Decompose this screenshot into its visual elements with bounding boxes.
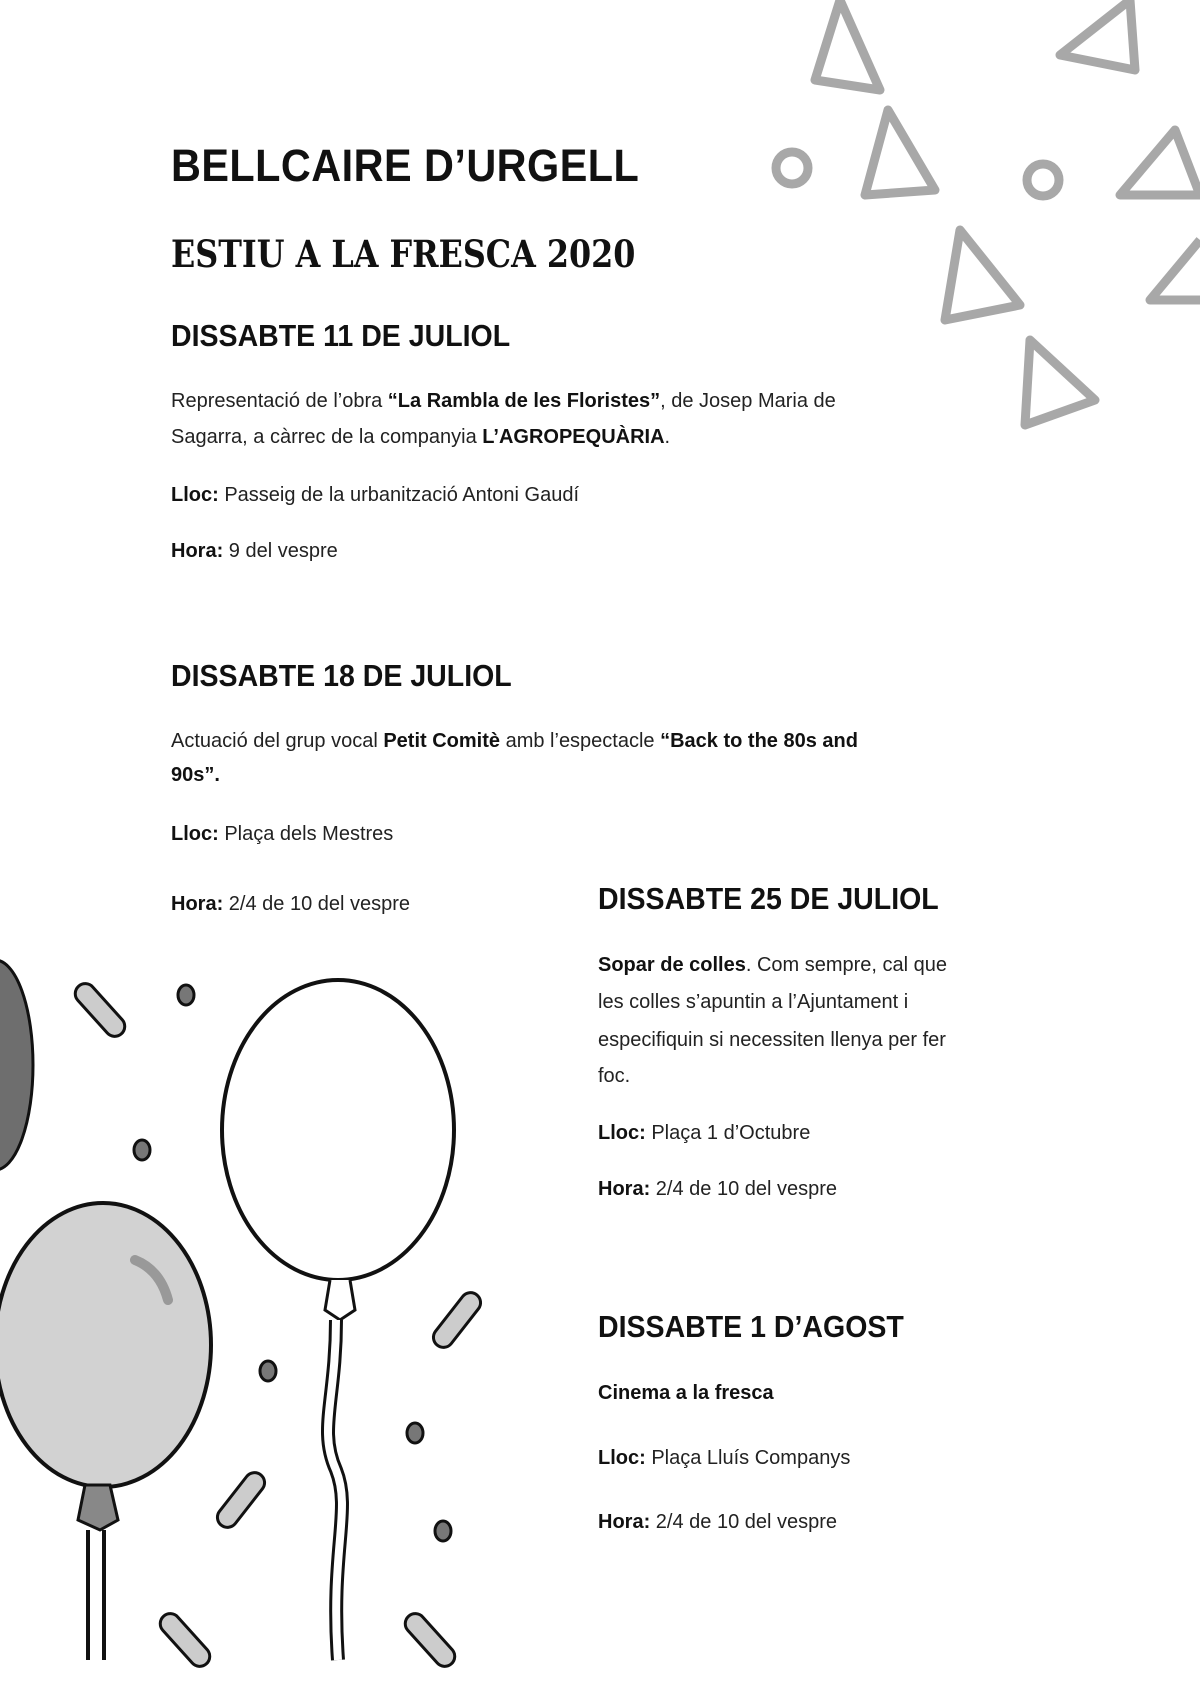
value: Plaça dels Mestres [218, 823, 394, 845]
label: Lloc: [598, 1447, 646, 1469]
bunting-icon [776, 0, 1200, 425]
text: Actuació del grup vocal [171, 730, 384, 752]
text: Representació de l’obra [171, 390, 388, 412]
label: Hora: [171, 893, 224, 915]
text: , de Josep Maria de [660, 390, 836, 412]
event-location [171, 484, 579, 507]
event-description [598, 1382, 774, 1405]
event-time [171, 540, 338, 563]
event-location [598, 1122, 810, 1145]
value: 9 del vespre [223, 540, 338, 562]
label: Lloc: [598, 1122, 646, 1144]
event-date: DISSABTE 18 DE JULIOL [171, 658, 512, 693]
event-date: DISSABTE 11 DE JULIOL [171, 318, 511, 353]
label: Hora: [598, 1511, 651, 1533]
text: amb l’espectacle [500, 730, 661, 752]
event-name: Cinema a la fresca [598, 1382, 774, 1404]
text: . [664, 426, 671, 448]
event-description [171, 426, 670, 449]
value: Passeig de la urbanització Antoni Gaudí [218, 484, 580, 506]
event-description: les colles s’apuntin a l’Ajuntament i [598, 991, 909, 1013]
value: 2/4 de 10 del vespre [650, 1511, 838, 1533]
page-subtitle: ESTIU A LA FRESCA 2020 [171, 232, 636, 276]
text: Sagarra, a càrrec de la companyia [171, 426, 483, 448]
event-time [171, 893, 410, 916]
text: . Com sempre, cal que [745, 954, 948, 976]
label: Hora: [598, 1178, 651, 1200]
show-title: 90s”. [171, 764, 220, 786]
event-description [171, 730, 858, 753]
label: Hora: [171, 540, 224, 562]
page-title: BELLCAIRE D’URGELL [171, 140, 640, 191]
event-date: DISSABTE 1 D’AGOST [598, 1309, 904, 1344]
show-title: “Back to the 80s and [660, 730, 858, 752]
event-time [598, 1511, 837, 1534]
value: 2/4 de 10 del vespre [223, 893, 411, 915]
group-name: Petit Comitè [383, 730, 501, 752]
play-title: “La Rambla de les Floristes” [387, 390, 661, 412]
label: Lloc: [171, 484, 219, 506]
balloons-icon [0, 960, 454, 1660]
company-name: L’AGROPEQUÀRIA [482, 426, 665, 448]
value: 2/4 de 10 del vespre [650, 1178, 838, 1200]
value: Plaça 1 d’Octubre [645, 1122, 811, 1144]
label: Lloc: [171, 823, 219, 845]
event-name: Sopar de colles [598, 954, 746, 976]
event-description: especifiquin si necessiten llenya per fer [598, 1029, 946, 1051]
event-time [598, 1178, 837, 1201]
event-description [171, 764, 220, 787]
event-location [598, 1447, 850, 1470]
event-description [598, 954, 947, 977]
event-description [171, 390, 836, 413]
event-date: DISSABTE 25 DE JULIOL [598, 881, 939, 916]
event-description: foc. [598, 1065, 631, 1087]
event-location [171, 823, 393, 846]
value: Plaça Lluís Companys [645, 1447, 851, 1469]
